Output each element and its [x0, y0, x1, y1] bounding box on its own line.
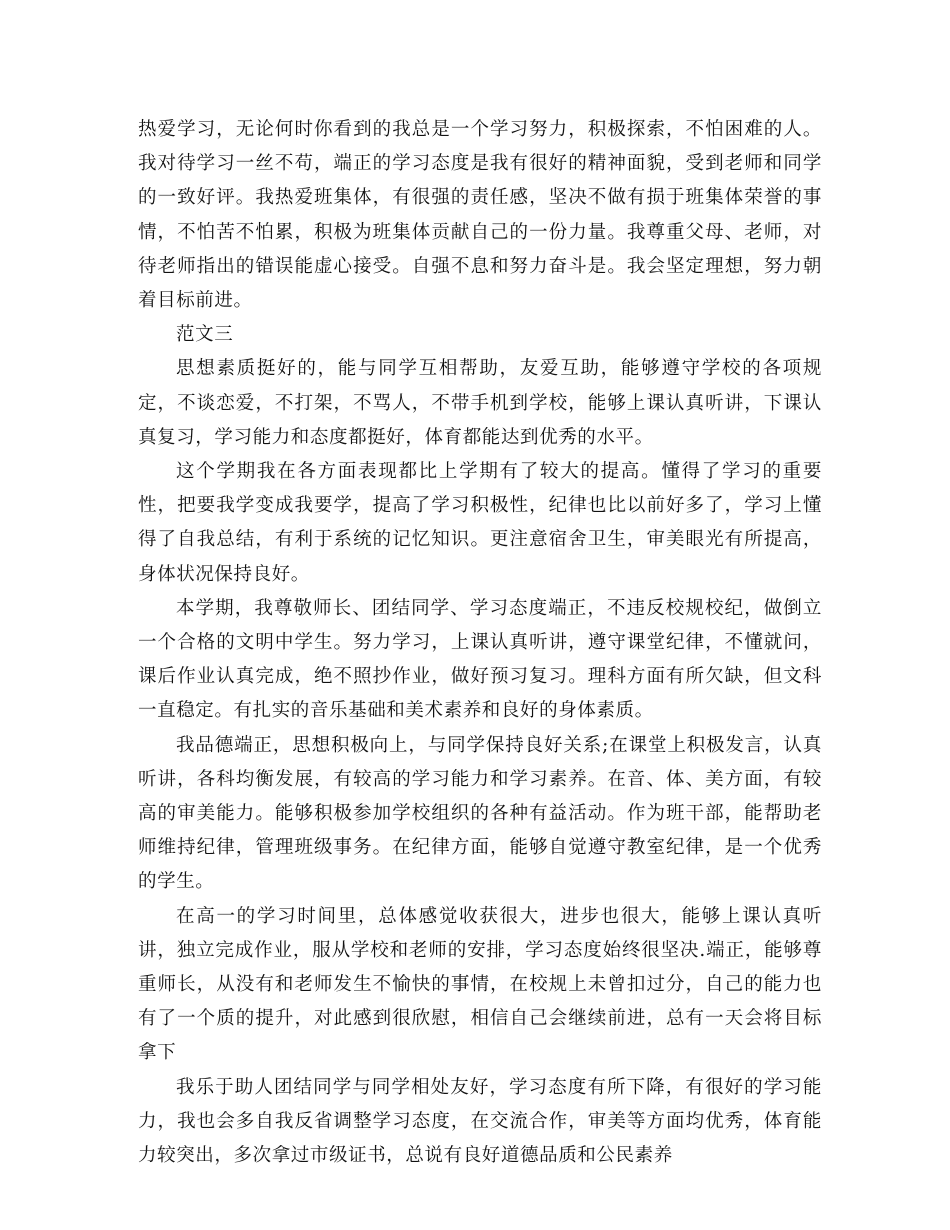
paragraph: 本学期，我尊敬师长、团结同学、学习态度端正，不违反校规校纪，做倒立一个合格的文明中学生。努力学习，上课认真听讲，遵守课堂纪律，不懂就问，课后作业认真完成，绝不照抄作业，做好预习复习。理科方面有所欠缺，但文科一直稳定。有扎实的音乐基础和美术素养和良好的身体素质。 [138, 597, 822, 722]
paragraph: 思想素质挺好的，能与同学互相帮助，友爱互助，能够遵守学校的各项规定，不谈恋爱，不打架，不骂人，不带手机到学校，能够上课认真听讲，下课认真复习，学习能力和态度都挺好，体育都能达到优秀的水平。 [138, 358, 822, 448]
document-body [138, 113, 822, 1173]
paragraph: 这个学期我在各方面表现都比上学期有了较大的提高。懂得了学习的重要性，把要我学变成我要学，提高了学习积极性，纪律也比以前好多了，学习上懂得了自我总结，有利于系统的记忆知识。更注意宿舍卫生，审美眼光有所提高，身体状况保持良好。 [138, 461, 822, 585]
paragraph: 在高一的学习时间里，总体感觉收获很大，进步也很大，能够上课认真听讲，独立完成作业，服从学校和老师的安排，学习态度始终很坚决.端正，能够尊重师长，从没有和老师发生不愉快的事情，在校规上未曾扣过分，自己的能力也有了一个质的提升，对此感到很欣慰，相信自己会继续前进，总有一天会将目标拿下 [138, 905, 822, 1064]
paragraph: 热爱学习，无论何时你看到的我总是一个学习努力，积极探索，不怕困难的人。我对待学习一丝不苟，端正的学习态度是我有很好的精神面貌，受到老师和同学的一致好评。我热爱班集体，有很强的责任感，坚决不做有损于班集体荣誉的事情，不怕苦不怕累，积极为班集体贡献自己的一份力量。我尊重父母、老师，对待老师指出的错误能虚心接受。自强不息和努力奋斗是。我会坚定理想，努力朝着目标前进。 [138, 119, 822, 312]
paragraph: 我乐于助人团结同学与同学相处友好，学习态度有所下降，有很好的学习能力，我也会多自我反省调整学习态度，在交流合作，审美等方面均优秀，体育能力较突出，多次拿过市级证书，总说有良好道德品质和公民素养 [138, 1076, 822, 1167]
paragraph: 我品德端正，思想积极向上，与同学保持良好关系;在课堂上积极发言，认真听讲，各科均衡发展，有较高的学习能力和学习素养。在音、体、美方面，有较高的审美能力。能够积极参加学校组织的各种有益活动。作为班干部，能帮助老师维持纪律，管理班级事务。在纪律方面，能够自觉遵守教室纪律，是一个优秀的学生。 [138, 734, 822, 893]
section-heading: 范文三 [176, 324, 234, 346]
